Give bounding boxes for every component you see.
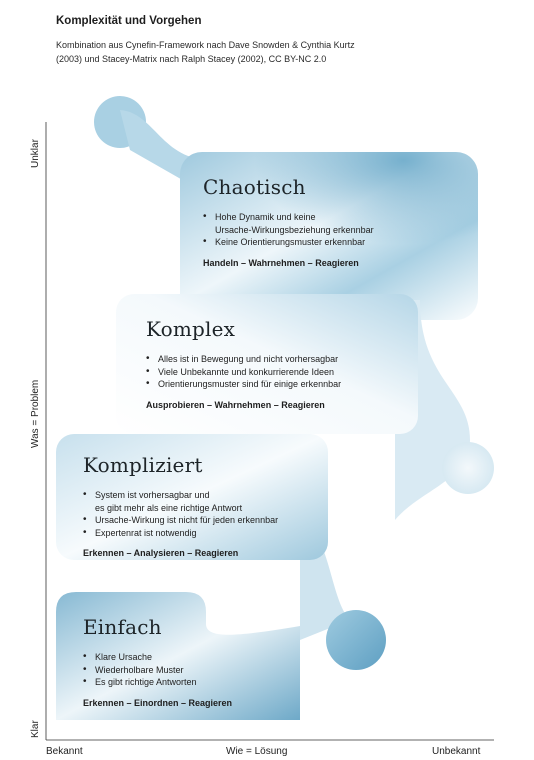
list-item: • Orientierungsmuster sind für einige erkennbar <box>146 378 406 391</box>
domain-action-kompliziert: Erkennen – Analysieren – Reagieren <box>83 548 239 558</box>
list-item: • Es gibt richtige Antworten <box>83 676 283 689</box>
domain-action-komplex: Ausprobieren – Wahrnehmen – Reagieren <box>146 399 325 410</box>
x-axis-left-label: Bekannt <box>46 746 83 757</box>
list-item: • System ist vorhersagbar und es gibt mehr als eine richtige Antwort <box>83 489 323 514</box>
x-axis-middle-label: Wie = Lösung <box>226 746 288 757</box>
domain-title-kompliziert: Kompliziert <box>83 453 203 477</box>
list-item: • Viele Unbekannte und konkurrierende Ideen <box>146 366 406 379</box>
domain-bullets-kompliziert <box>83 489 323 539</box>
domain-bullets-einfach <box>83 651 283 689</box>
domain-bullets-komplex <box>146 353 406 391</box>
domain-bullets-chaotisch <box>203 211 463 249</box>
y-axis-middle-label: Was = Problem <box>30 379 41 448</box>
page-title: Komplexität und Vorgehen <box>56 15 202 27</box>
y-axis-bottom-label: Klar <box>30 720 41 738</box>
domain-action-einfach: Erkennen – Einordnen – Reagieren <box>83 697 233 708</box>
subtitle-line-1: Kombination aus Cynefin-Framework nach Dave Snowden & Cynthia Kurtz <box>56 40 355 50</box>
right-lobe <box>442 442 494 494</box>
domain-kompliziert <box>83 453 323 558</box>
list-item: • Wiederholbare Muster <box>83 664 283 677</box>
domain-komplex <box>146 317 406 410</box>
list-item: • Hohe Dynamik und keine Ursache-Wirkungsbeziehung erkennbar <box>203 211 463 236</box>
list-item: • Ursache-Wirkung ist nicht für jeden erkennbar <box>83 514 323 527</box>
domain-einfach <box>83 615 283 708</box>
list-item: • Expertenrat ist notwendig <box>83 527 323 540</box>
domain-title-einfach: Einfach <box>83 615 162 639</box>
domain-action-chaotisch: Handeln – Wahrnehmen – Reagieren <box>203 257 359 268</box>
y-axis-top-label: Unklar <box>30 139 41 168</box>
domain-chaotisch <box>203 175 463 268</box>
subtitle-line-2: (2003) und Stacey-Matrix nach Ralph Stacey (2002), CC BY-NC 2.0 <box>56 53 327 64</box>
domain-title-chaotisch: Chaotisch <box>203 175 306 199</box>
lower-lobe <box>326 610 386 670</box>
x-axis-right-label: Unbekannt <box>432 746 481 757</box>
domain-title-komplex: Komplex <box>146 317 236 341</box>
list-item: • Keine Orientierungsmuster erkennbar <box>203 236 463 249</box>
list-item: • Alles ist in Bewegung und nicht vorhersagbar <box>146 353 406 366</box>
list-item: • Klare Ursache <box>83 651 283 664</box>
